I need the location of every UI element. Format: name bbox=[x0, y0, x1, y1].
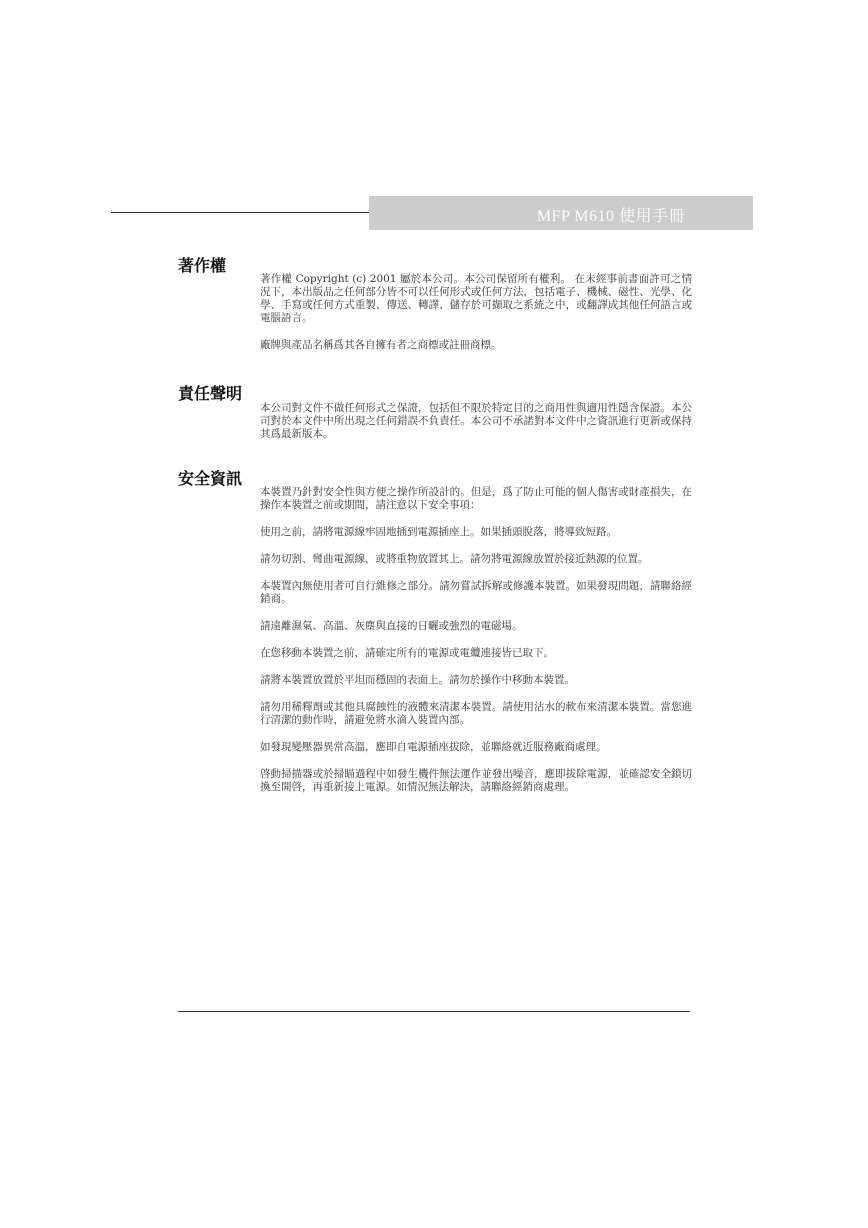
safety-paragraph-intro: 本裝置乃針對安全性與方便之操作所設計的。但是，爲了防止可能的個人傷害或財產損失，在操作本裝置之前或期間，請注意以下安全事項： bbox=[260, 486, 692, 511]
manual-title: MFP M610 使用手冊 bbox=[536, 208, 685, 225]
safety-paragraph-placement: 請將本裝置放置於平坦而穩固的表面上。請勿於操作中移動本裝置。 bbox=[260, 674, 575, 686]
header-rule bbox=[111, 212, 369, 213]
safety-paragraph-power-plug: 使用之前，請將電源線牢固地插到電源插座上。如果插頭脫落，將導致短路。 bbox=[260, 526, 617, 538]
safety-paragraph-cleaning: 請勿用稀釋劑或其他具腐蝕性的液體來清潔本裝置。請使用沾水的軟布來清潔本裝置。當您進行清潔的動作時，請避免將水滴入裝置內部。 bbox=[260, 701, 692, 726]
header-band bbox=[369, 196, 753, 230]
safety-paragraph-moving: 在您移動本裝置之前，請確定所有的電源或電纜連接皆已取下。 bbox=[260, 647, 554, 659]
section-heading-copyright: 著作權 bbox=[178, 256, 227, 275]
copyright-paragraph: 著作權 Copyright (c) 2001 屬於本公司。本公司保留所有權利。 在未經事前書面許可之情況下，本出版品之任何部分皆不可以任何形式或任何方法，包括電子、機械、磁性、光學、化學、手寫或任何方式重製、傳送、轉譯、儲存於可擷取之系統之中，或翻譯成其他任何語言或電腦語言。 bbox=[260, 273, 692, 324]
safety-paragraph-environment: 請遠離濕氣、高溫、灰塵與直接的日曬或強烈的電磁場。 bbox=[260, 620, 523, 632]
safety-paragraph-no-service: 本裝置內無使用者可自行維修之部分。請勿嘗試拆解或修護本裝置。如果發現問題，請聯絡經銷商。 bbox=[260, 580, 692, 605]
section-body-disclaimer bbox=[260, 402, 692, 455]
disclaimer-paragraph: 本公司對文件不做任何形式之保證，包括但不限於特定目的之商用性與適用性隱含保證。本公司對於本文件中所出現之任何錯誤不負責任。本公司不承諾對本文件中之資訊進行更新或保持其爲最新版本。 bbox=[260, 402, 692, 440]
section-body-safety bbox=[260, 486, 692, 808]
section-heading-disclaimer: 責任聲明 bbox=[178, 384, 243, 403]
footer-rule bbox=[178, 1011, 690, 1012]
section-body-copyright bbox=[260, 273, 692, 366]
section-heading-safety: 安全資訊 bbox=[178, 469, 243, 488]
safety-paragraph-adapter: 如發現變壓器異常高溫，應即自電源插座拔除，並聯絡就近服務廠商處理。 bbox=[260, 741, 607, 753]
trademark-paragraph: 廠牌與產品名稱爲其各自擁有者之商標或註冊商標。 bbox=[260, 339, 502, 351]
safety-paragraph-scanner-lock: 啓動掃描器或於掃瞄過程中如發生機件無法運作並發出噪音，應即拔除電源，並確認安全鎖切換至開啓，再重新接上電源。如情況無法解決，請聯絡經銷商處理。 bbox=[260, 768, 692, 793]
safety-paragraph-power-cord: 請勿切割、彎曲電源線，或將重物放置其上。請勿將電源線放置於接近熱源的位置。 bbox=[260, 553, 649, 565]
